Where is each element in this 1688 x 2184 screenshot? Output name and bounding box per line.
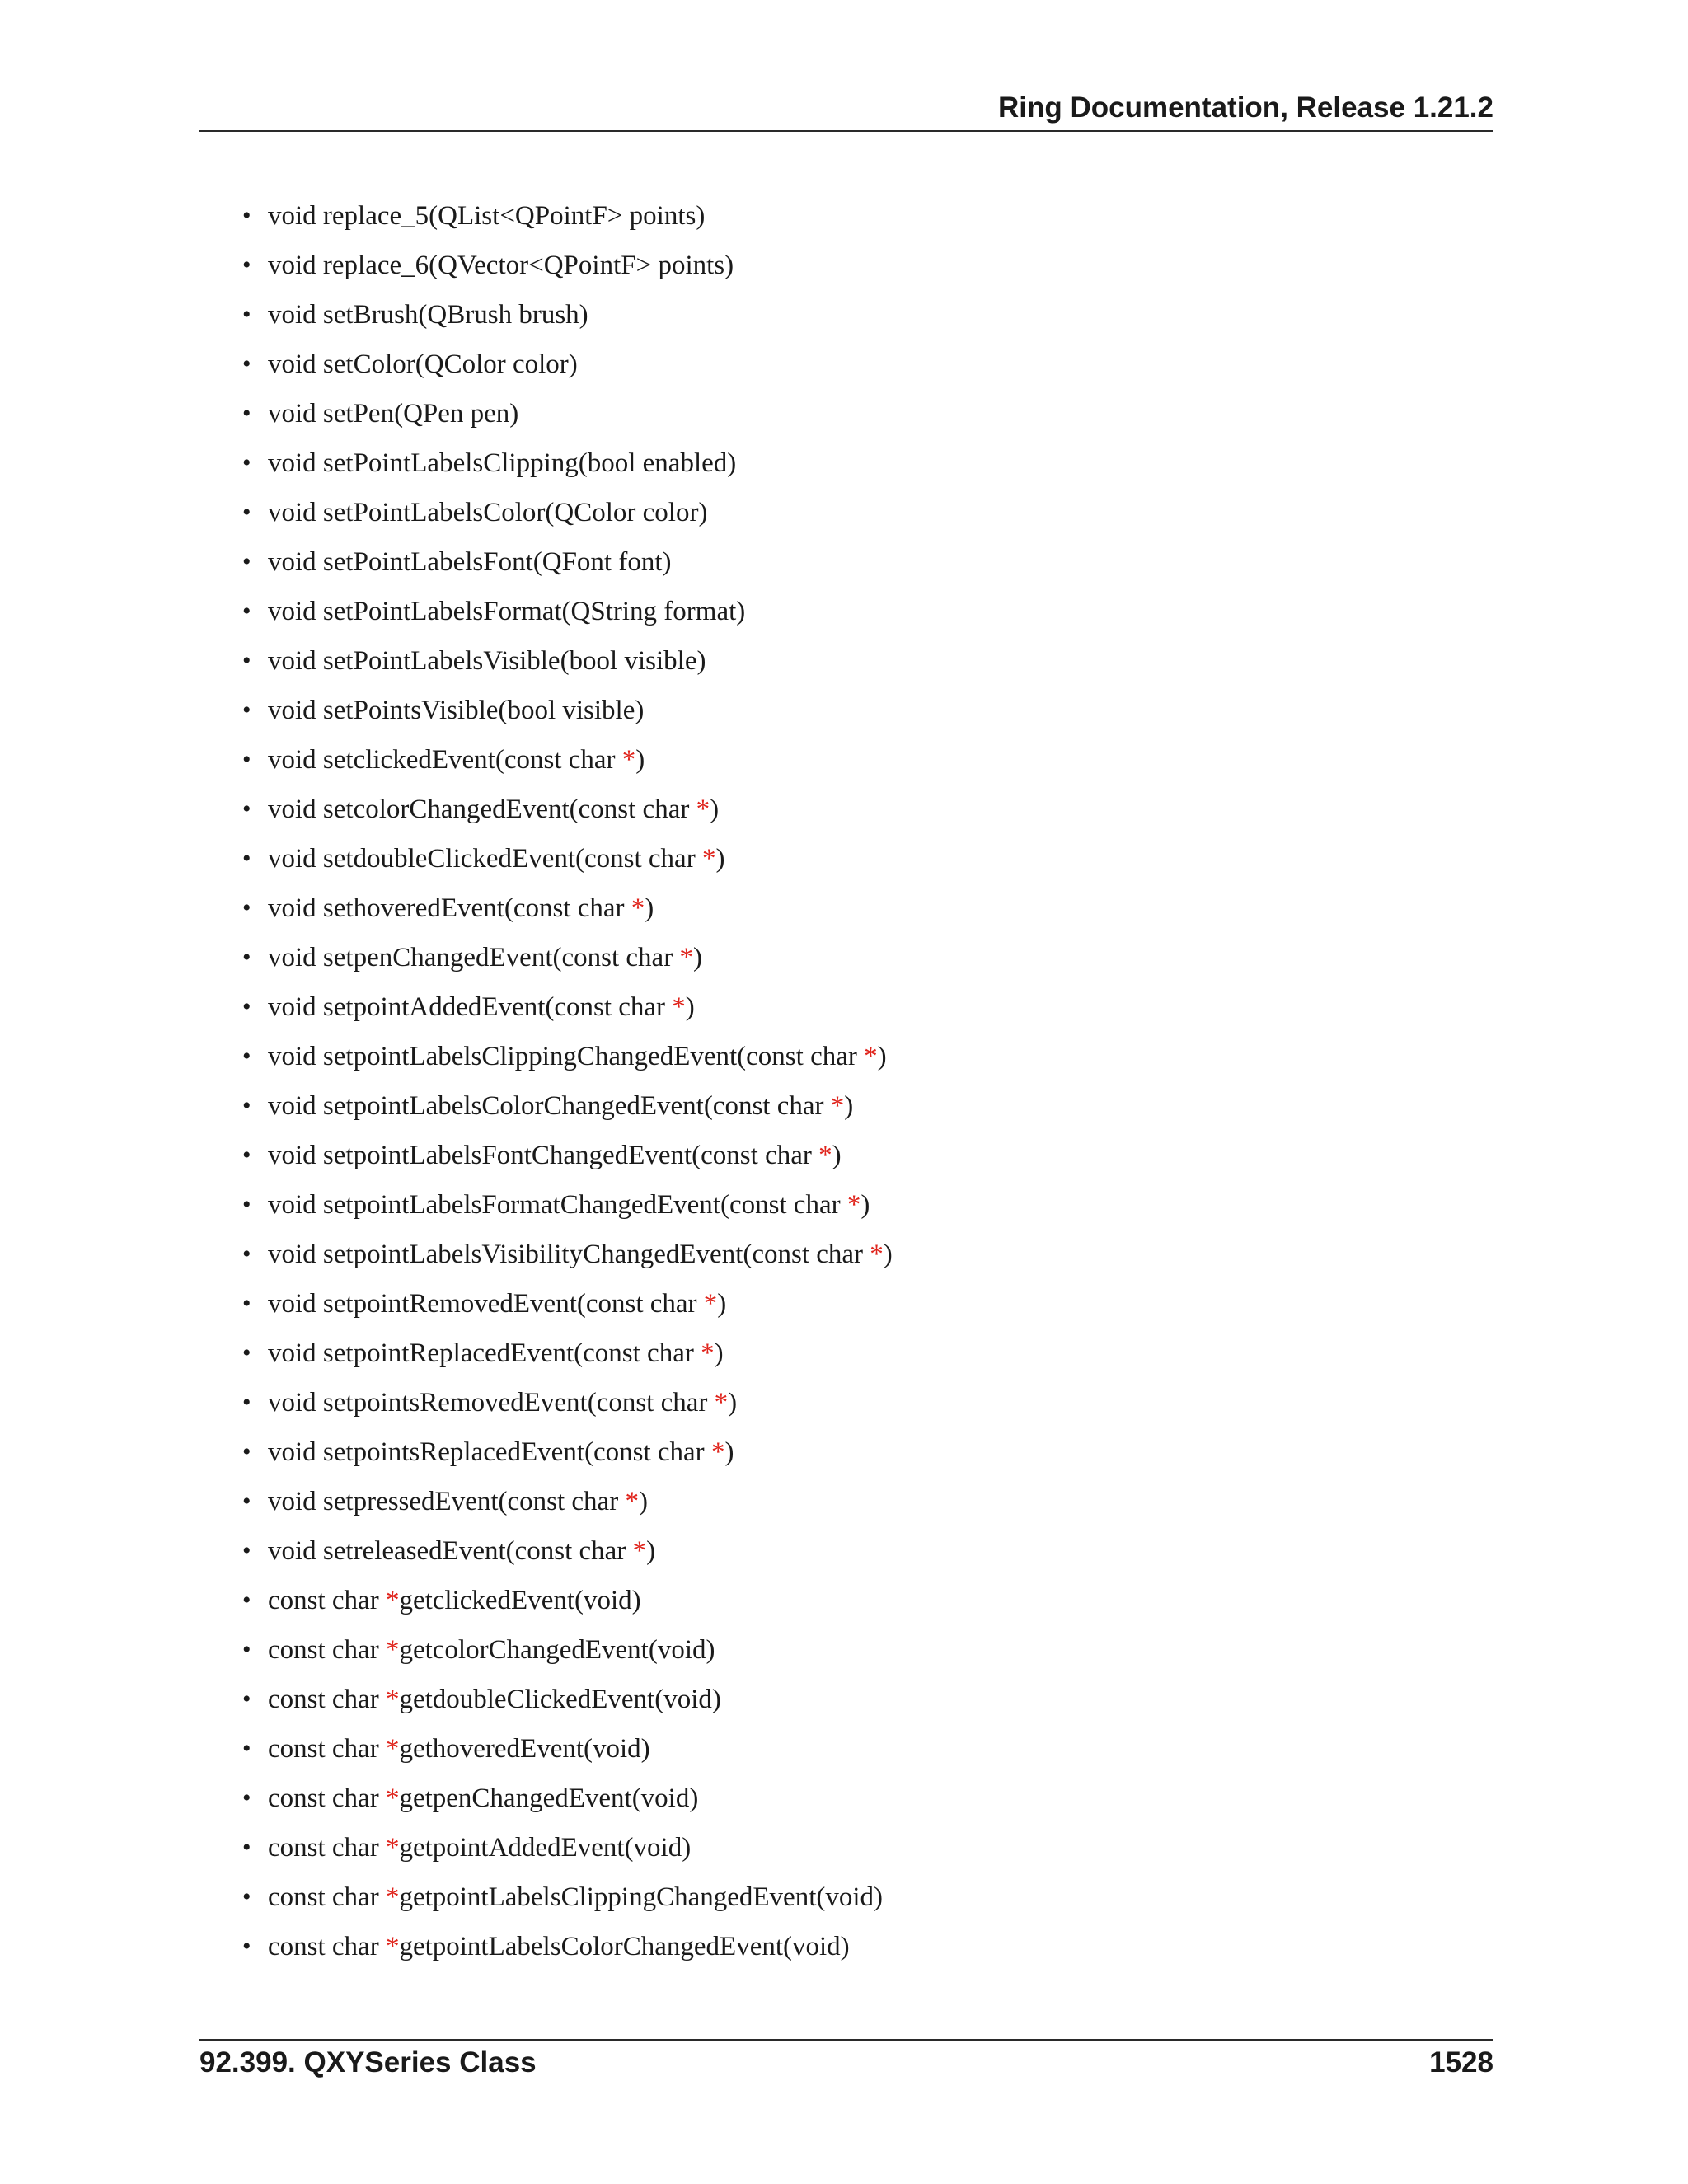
method-signature [268,1922,850,1971]
method-signature [268,1427,734,1477]
pointer-asterisk: * [631,893,645,923]
signature-text: getclickedEvent(void) [399,1586,641,1615]
signature-text: const char [268,1882,386,1912]
signature-text: ) [714,1338,724,1368]
pointer-asterisk: * [385,1783,400,1813]
pointer-asterisk: * [846,1190,861,1220]
method-signature [268,636,706,686]
pointer-asterisk: * [710,1437,725,1467]
signature-text: getpointLabelsClippingChangedEvent(void) [399,1882,884,1912]
bullet-marker: • [242,548,251,575]
method-signature [268,1477,648,1526]
running-footer [199,2044,1493,2082]
pointer-asterisk: * [818,1141,832,1170]
signature-text: getdoubleClickedEvent(void) [399,1685,721,1714]
method-signature [268,933,702,982]
signature-text: void setpressedEvent(const char [268,1487,626,1516]
pointer-asterisk: * [864,1042,878,1071]
bullet-marker: • [242,944,251,971]
signature-text: ) [638,1487,648,1516]
pointer-asterisk: * [385,1932,400,1961]
method-signature [268,1625,715,1675]
signature-text: getpointLabelsColorChangedEvent(void) [399,1932,850,1961]
method-signature [268,883,654,933]
signature-text: ) [717,1289,727,1319]
method-signature [268,834,724,883]
bullet-marker: • [242,1834,251,1861]
bullet-marker: • [242,1438,251,1465]
bullet-marker: • [242,696,251,724]
method-signature [268,241,734,290]
bullet-marker: • [242,350,251,377]
signature-text: void setpointLabelsColorChangedEvent(const char [268,1091,831,1121]
bullet-marker: • [242,1290,251,1317]
running-header: Ring Documentation, Release 1.21.2 [997,91,1493,124]
bullet-marker: • [242,1586,251,1614]
pointer-asterisk: * [621,745,636,775]
signature-text: void setpointLabelsVisibilityChangedEvent(const char [268,1240,870,1269]
signature-text: void setPointLabelsColor(QColor color) [268,498,708,527]
method-signature [268,191,705,241]
method-signature [268,785,719,834]
bullet-marker: • [242,1240,251,1268]
page-number: 1528 [1429,2046,1493,2079]
bullet-marker: • [242,1092,251,1119]
signature-text: const char [268,1932,386,1961]
pointer-asterisk: * [385,1882,400,1912]
signature-text: ) [685,992,695,1022]
signature-text: const char [268,1586,386,1615]
method-signature [268,1279,726,1329]
signature-text: void setPointLabelsVisible(bool visible) [268,646,706,676]
method-signature [268,389,518,438]
signature-text: const char [268,1635,386,1665]
pointer-asterisk: * [672,992,686,1022]
signature-text: getpenChangedEvent(void) [399,1783,699,1813]
bullet-marker: • [242,746,251,773]
signature-text: void setdoubleClickedEvent(const char [268,844,702,874]
method-signature [268,587,745,636]
method-signature [268,1823,691,1872]
method-signature [268,735,645,785]
bullet-marker: • [242,1636,251,1663]
pointer-asterisk: * [714,1388,729,1418]
signature-text: void setpointsReplacedEvent(const char [268,1437,711,1467]
method-signature [268,1329,724,1378]
signature-text: void setColor(QColor color) [268,349,578,379]
signature-text: void setpointRemovedEvent(const char [268,1289,704,1319]
signature-text: getpointAddedEvent(void) [399,1833,692,1863]
signature-text: ) [883,1240,893,1269]
signature-text: const char [268,1783,386,1813]
method-signature [268,537,672,587]
signature-text: void setPointLabelsFont(QFont font) [268,547,672,577]
pointer-asterisk: * [625,1487,639,1516]
bullet-marker: • [242,1488,251,1515]
signature-text: void setreleasedEvent(const char [268,1536,633,1566]
signature-text: void setpointLabelsClippingChangedEvent(const char [268,1042,865,1071]
method-signature [268,438,736,488]
signature-text: void setPointsVisible(bool visible) [268,696,645,725]
pointer-asterisk: * [703,1289,718,1319]
signature-text: gethoveredEvent(void) [399,1734,650,1764]
footer-divider [199,2039,1493,2041]
signature-text: void setPointLabelsClipping(bool enabled) [268,448,737,478]
signature-text: void setpointReplacedEvent(const char [268,1338,701,1368]
signature-text: void setPen(QPen pen) [268,399,519,429]
method-signature [268,290,588,340]
method-signature [268,1872,883,1922]
bullet-marker: • [242,993,251,1020]
method-signature [268,1526,655,1576]
method-signature [268,1131,842,1180]
method-signature [268,1724,650,1774]
signature-text: void setpointAddedEvent(const char [268,992,673,1022]
bullet-marker: • [242,1043,251,1070]
method-signature [268,1774,698,1823]
pointer-asterisk: * [385,1734,400,1764]
bullet-marker: • [242,1735,251,1762]
pointer-asterisk: * [696,794,710,824]
signature-text: void sethoveredEvent(const char [268,893,631,923]
method-signature [268,1675,721,1724]
bullet-marker: • [242,1389,251,1416]
pointer-asterisk: * [385,1635,400,1665]
method-signature [268,982,695,1032]
pointer-asterisk: * [679,943,693,972]
signature-text: ) [728,1388,738,1418]
method-signature [268,488,707,537]
bullet-marker: • [242,1141,251,1169]
pointer-asterisk: * [632,1536,647,1566]
method-signature [268,1180,870,1230]
signature-text: void setpointsRemovedEvent(const char [268,1388,715,1418]
signature-text: getcolorChangedEvent(void) [399,1635,715,1665]
header-divider [199,130,1493,132]
signature-text: void setpenChangedEvent(const char [268,943,680,972]
signature-text: ) [710,794,720,824]
pointer-asterisk: * [385,1586,400,1615]
method-signature [268,686,644,735]
bullet-marker: • [242,845,251,872]
signature-text: ) [860,1190,870,1220]
signature-text: ) [832,1141,842,1170]
method-signature [268,340,578,389]
signature-text: void setpointLabelsFontChangedEvent(const char [268,1141,819,1170]
signature-text: const char [268,1734,386,1764]
signature-text: ) [646,1536,656,1566]
signature-text: void replace_6(QVector<QPointF> points) [268,251,734,280]
bullet-marker: • [242,202,251,229]
bullet-marker: • [242,894,251,921]
bullet-marker: • [242,647,251,674]
bullet-marker: • [242,795,251,823]
signature-text: void setPointLabelsFormat(QString format) [268,597,746,626]
signature-text: ) [715,844,725,874]
method-signature [268,1576,641,1625]
signature-text: void replace_5(QList<QPointF> points) [268,201,706,231]
signature-text: void setcolorChangedEvent(const char [268,794,696,824]
signature-text: ) [844,1091,854,1121]
method-signature [268,1032,887,1081]
signature-text: ) [635,745,645,775]
bullet-marker: • [242,301,251,328]
signature-text: ) [692,943,702,972]
bullet-marker: • [242,1933,251,1960]
signature-text: ) [724,1437,734,1467]
method-signature [268,1378,737,1427]
signature-text: void setBrush(QBrush brush) [268,300,588,330]
pointer-asterisk: * [701,844,716,874]
bullet-marker: • [242,1784,251,1811]
bullet-marker: • [242,499,251,526]
signature-text: ) [645,893,654,923]
signature-text: const char [268,1833,386,1863]
bullet-marker: • [242,1883,251,1910]
bullet-marker: • [242,1339,251,1366]
bullet-marker: • [242,1537,251,1564]
bullet-marker: • [242,449,251,476]
signature-text: void setpointLabelsFormatChangedEvent(const char [268,1190,847,1220]
pointer-asterisk: * [701,1338,715,1368]
bullet-marker: • [242,598,251,625]
signature-text: ) [877,1042,887,1071]
pointer-asterisk: * [385,1685,400,1714]
bullet-marker: • [242,1191,251,1218]
pointer-asterisk: * [385,1833,400,1863]
bullet-marker: • [242,400,251,427]
footer-section-title: 92.399. QXYSeries Class [199,2046,537,2079]
method-signature [268,1230,893,1279]
pointer-asterisk: * [830,1091,845,1121]
signature-text: void setclickedEvent(const char [268,745,622,775]
method-signature [268,1081,853,1131]
bullet-marker: • [242,251,251,279]
pointer-asterisk: * [870,1240,884,1269]
signature-text: const char [268,1685,386,1714]
bullet-marker: • [242,1685,251,1713]
